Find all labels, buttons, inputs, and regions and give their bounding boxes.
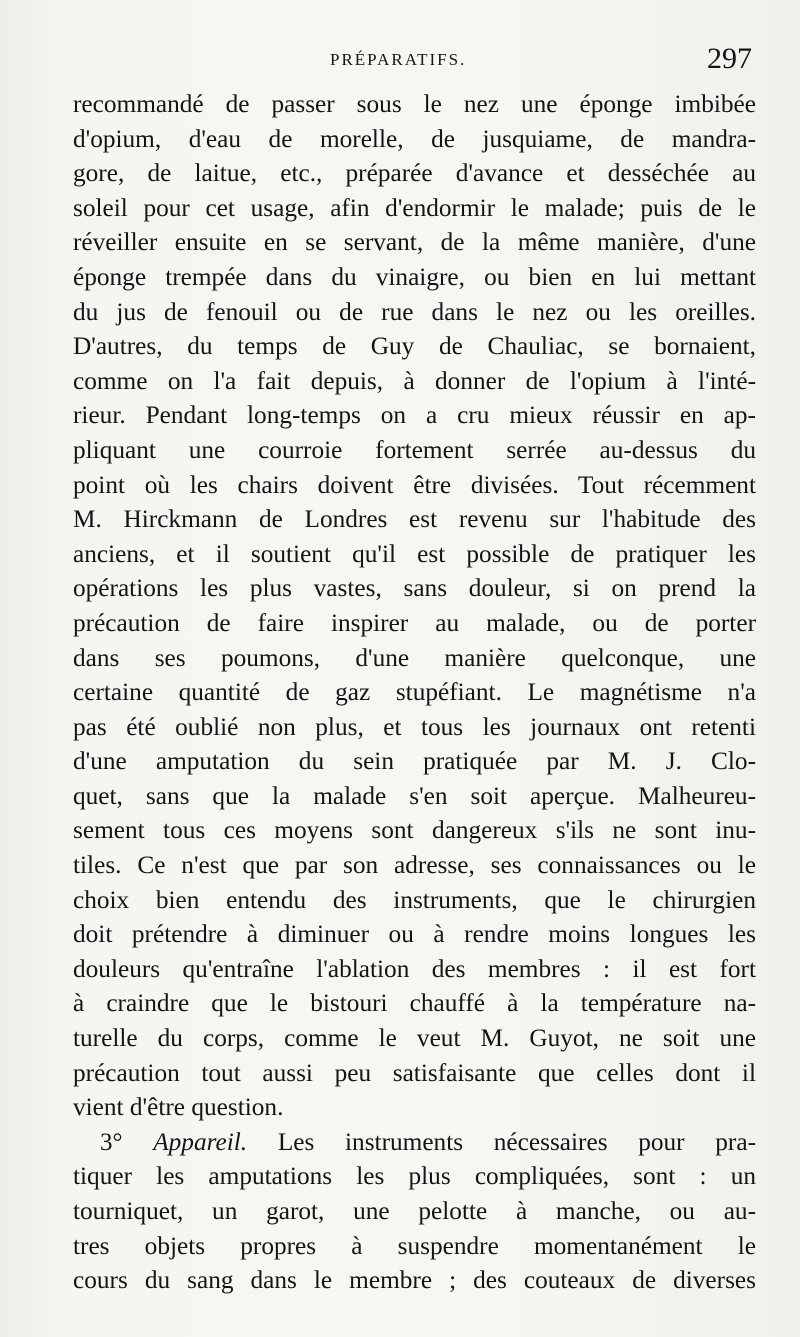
text-line: soleil pour cet usage, afin d'endormir le malade; puis de le	[73, 193, 756, 222]
text-line: doit prétendre à diminuer ou à rendre moins longues les	[73, 920, 756, 949]
text-line: sement tous ces moyens sont dangereux s'ils ne sont inu-	[73, 816, 756, 845]
text-line: cours du sang dans le membre ; des couteaux de diverses	[73, 1266, 756, 1295]
body-text	[73, 87, 756, 1298]
running-head: PRÉPARATIFS.	[330, 50, 467, 69]
section-title: Appareil.	[153, 1127, 248, 1156]
text-line: pas été oublié non plus, et tous les journaux ont retenti	[73, 712, 756, 741]
text-line: turelle du corps, comme le veut M. Guyot, ne soit une	[73, 1024, 756, 1053]
text-line: précaution de faire inspirer au malade, ou de porter	[73, 608, 756, 637]
text-line: opérations les plus vastes, sans douleur, si on prend la	[73, 574, 756, 603]
text-line: précaution tout aussi peu satisfaisante que celles dont il	[73, 1058, 756, 1087]
text-line: du jus de fenouil ou de rue dans le nez ou les oreilles.	[73, 297, 756, 326]
text-line: vient d'être question.	[73, 1093, 284, 1122]
text-line: dans ses poumons, d'une manière quelconque, une	[73, 643, 756, 672]
text-line: tiles. Ce n'est que par son adresse, ses connaissances ou le	[73, 851, 756, 880]
section-number: 3°	[100, 1128, 123, 1156]
text-line: M. Hirckmann de Londres est revenu sur l'habitude des	[73, 505, 756, 534]
section-heading-line	[73, 1125, 756, 1160]
text-line: quet, sans que la malade s'en soit aperçue. Malheureu-	[73, 781, 756, 810]
section-first-line: Les instruments nécessaires pour pra-	[247, 1127, 756, 1156]
text-line: D'autres, du temps de Guy de Chauliac, se bornaient,	[73, 332, 756, 361]
text-line: certaine quantité de gaz stupéfiant. Le magnétisme n'a	[73, 678, 756, 707]
page-header	[0, 42, 800, 82]
text-line: d'une amputation du sein pratiquée par M. J. Clo-	[73, 747, 756, 776]
text-line: éponge trempée dans du vinaigre, ou bien en lui mettant	[73, 262, 756, 291]
text-line: à craindre que le bistouri chauffé à la température na-	[73, 989, 756, 1018]
text-line: recommandé de passer sous le nez une éponge imbibée	[73, 90, 756, 118]
text-line: choix bien entendu des instruments, que le chirurgien	[73, 885, 756, 914]
text-line: tiquer les amputations les plus compliquées, sont : un	[73, 1162, 756, 1191]
text-line: d'opium, d'eau de morelle, de jusquiame, de mandra-	[73, 124, 756, 153]
text-line: tres objets propres à suspendre momentanément le	[73, 1231, 756, 1260]
text-line: rieur. Pendant long-temps on a cru mieux réussir en ap-	[73, 401, 756, 430]
text-line: comme on l'a fait depuis, à donner de l'opium à l'inté-	[73, 366, 756, 395]
text-line: gore, de laitue, etc., préparée d'avance et desséchée au	[73, 159, 756, 188]
text-line: tourniquet, un garot, une pelotte à manche, ou au-	[73, 1197, 756, 1225]
text-line: anciens, et il soutient qu'il est possible de pratiquer les	[73, 539, 756, 568]
page-number: 297	[707, 42, 752, 75]
text-line: point où les chairs doivent être divisées. Tout récemment	[73, 470, 756, 499]
text-line: douleurs qu'entraîne l'ablation des membres : il est fort	[73, 954, 756, 983]
text-line: réveiller ensuite en se servant, de la même manière, d'une	[73, 228, 756, 257]
text-line: pliquant une courroie fortement serrée au-dessus du	[73, 435, 756, 464]
